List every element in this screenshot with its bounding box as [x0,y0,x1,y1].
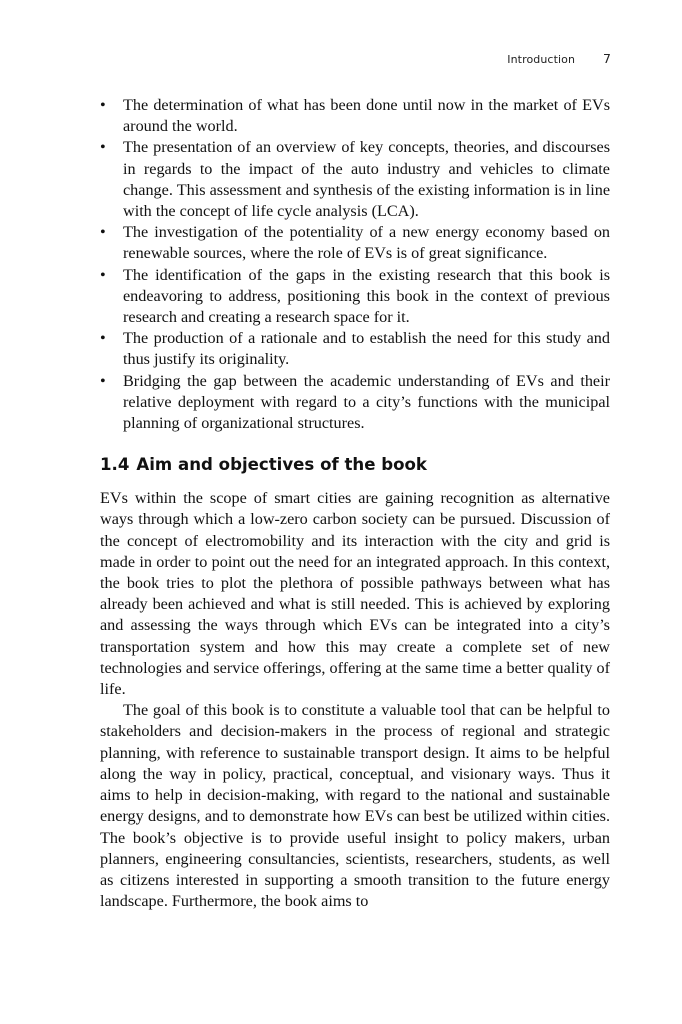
bullet-text: The determination of what has been done until now in the market of EVs around the world. [123,96,610,136]
bullet-item [100,371,610,435]
bullet-icon: • [100,223,106,242]
objectives-bullet-list [100,95,610,434]
bullet-item [100,95,610,137]
bullet-item [100,222,610,264]
page-body [100,95,610,912]
page-number: 7 [603,51,611,66]
section-heading [100,454,610,476]
bullet-icon: • [100,371,106,390]
bullet-icon: • [100,329,106,348]
body-paragraph: The goal of this book is to constitute a valuable tool that can be helpful to stakeholders and decision-makers in the process of regional and strategic planning, with reference to sustainable transport design. It aims to be helpful along the way in policy, practical, conceptual, and visionary ways. Thus it aims to help in decision-making, with regard to the national and sustainable energy designs, and to demonstrate how EVs can best be utilized within cities. The book’s objective is to provide useful insight to policy makers, urban planners, engineering consultancies, scientists, researchers, students, as well as citizens interested in supporting a smooth transition to the future energy landscape. Furthermore, the book aims to [100,701,610,911]
body-paragraph: EVs within the scope of smart cities are gaining recognition as alternative ways through which a low-zero carbon society can be pursued. Discussion of the concept of electromobility and its interaction with the city and grid is made in order to point out the need for an integrated approach. In this context, the book tries to plot the plethora of possible pathways between what has already been achieved and what is still needed. This is achieved by exploring and assessing the ways through which EVs can be integrated into a city’s transportation system and how this may create a complete set of new technologies and service offerings, offering at the same time a better quality of life. [100,489,610,699]
bullet-item [100,328,610,370]
bullet-text: Bridging the gap between the academic understanding of EVs and their relative deployment with regard to a city’s functions with the municipal planning of organizational structures. [123,371,610,433]
bullet-text: The production of a rationale and to establish the need for this study and thus justify its originality. [123,329,610,369]
section-number: 1.4 [100,455,130,475]
bullet-icon: • [100,265,106,284]
bullet-text: The presentation of an overview of key concepts, theories, and discourses in regards to the impact of the auto industry and vehicles to climate change. This assessment and synthesis of the existing information is in line with the concept of life cycle analysis (LCA). [123,138,610,221]
running-header-section: Introduction [507,53,576,66]
bullet-icon: • [100,138,106,157]
section-title: Aim and objectives of the book [136,455,427,475]
bullet-icon: • [100,96,106,114]
bullet-item [100,137,610,222]
bullet-item [100,265,610,329]
bullet-text: The investigation of the potentiality of a new energy economy based on renewable sources, where the role of EVs is of great significance. [123,223,610,263]
bullet-text: The identification of the gaps in the existing research that this book is endeavoring to address, positioning this book in the context of previous research and creating a research space for it. [123,265,610,327]
running-header [507,51,611,66]
